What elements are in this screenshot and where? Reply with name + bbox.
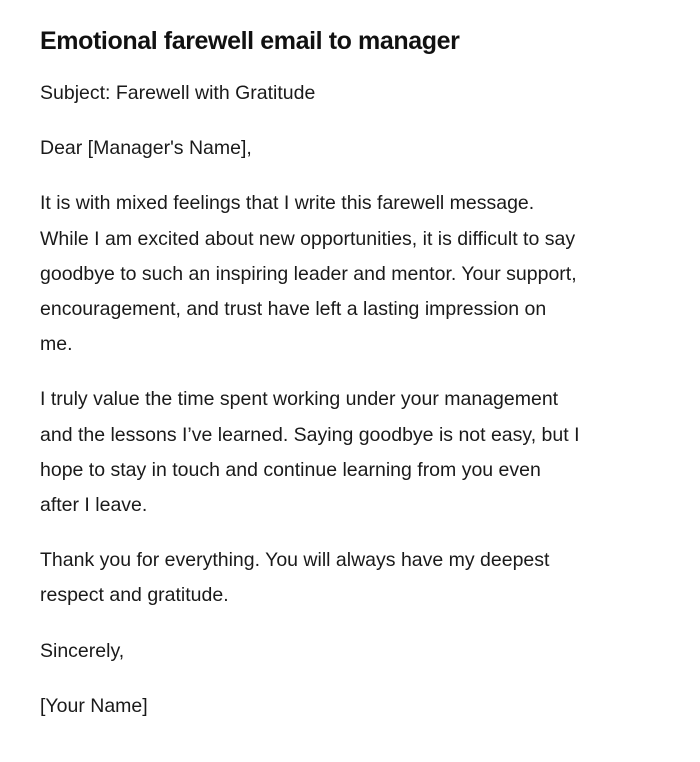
body-paragraph-1 [40,186,660,362]
paragraph-line: hope to stay in touch and continue learning from you even [40,458,541,481]
paragraph-line: encouragement, and trust have left a lasting impression on [40,298,547,321]
email-closing: Sincerely, [40,639,125,662]
email-signature: [Your Name] [40,694,148,717]
paragraph-line: While I am excited about new opportunities, it is difficult to say [40,227,576,250]
paragraph-line: It is with mixed feelings that I write this farewell message. [40,192,535,215]
paragraph-line: me. [40,333,73,356]
body-paragraph-3 [40,543,660,613]
paragraph-line: after I leave. [40,494,148,517]
body-paragraph-2 [40,382,660,523]
page-title: Emotional farewell email to manager [40,27,460,55]
paragraph-line: respect and gratitude. [40,584,229,607]
email-greeting: Dear [Manager's Name], [40,137,252,160]
paragraph-line: I truly value the time spent working under your management [40,388,559,411]
email-subject: Subject: Farewell with Gratitude [40,82,316,104]
paragraph-line: goodbye to such an inspiring leader and mentor. Your support, [40,262,577,285]
paragraph-line: Thank you for everything. You will always have my deepest [40,549,550,572]
paragraph-line: and the lessons I’ve learned. Saying goodbye is not easy, but I [40,423,580,446]
